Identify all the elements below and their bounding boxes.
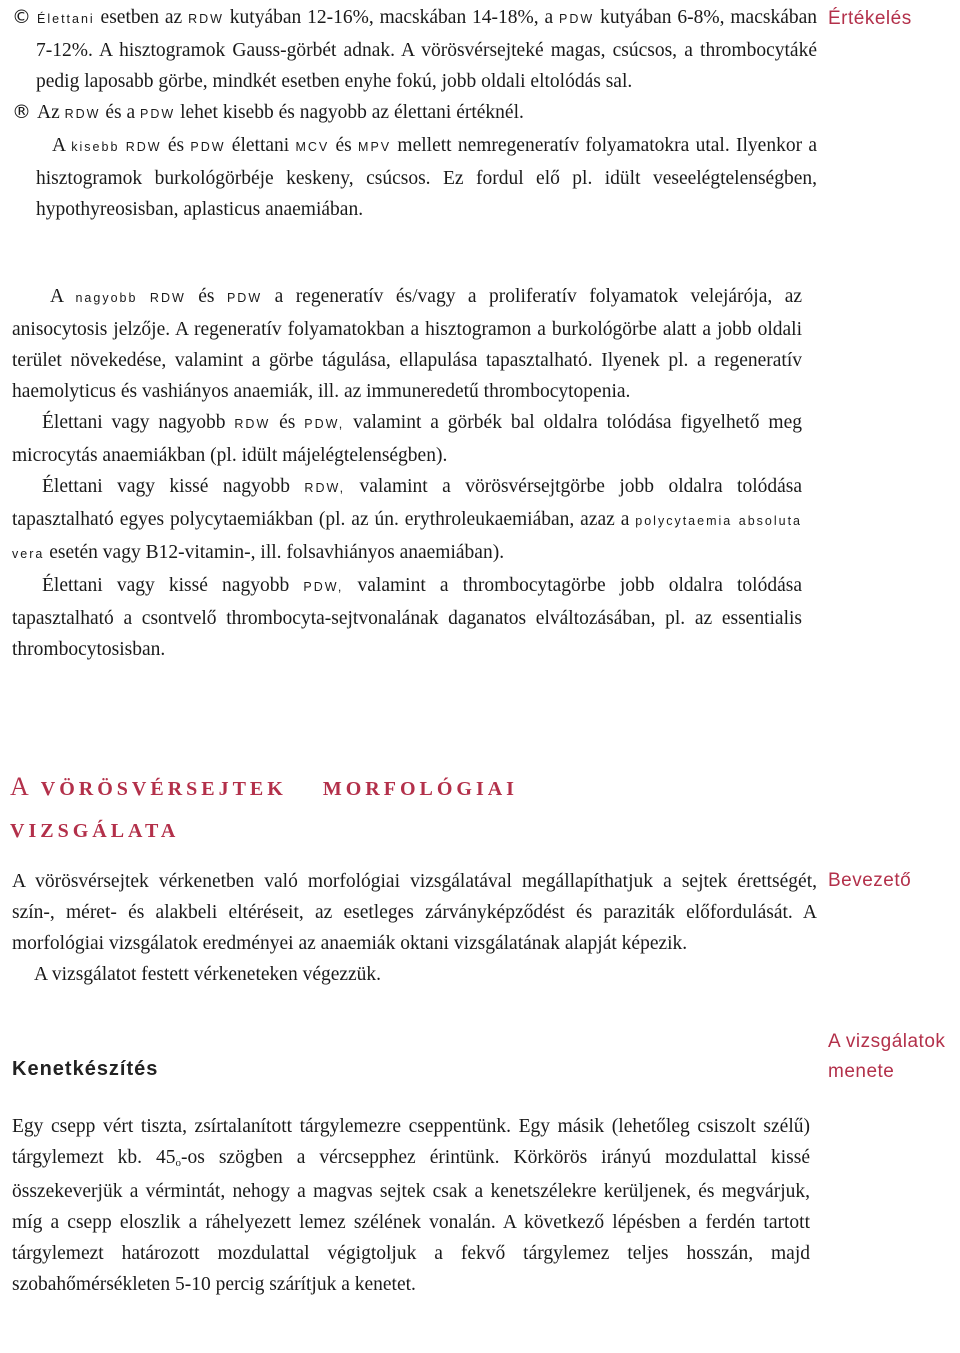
evaluation-section-continued <box>12 281 802 665</box>
registered-symbol: ® <box>12 101 31 123</box>
paragraph-microcytic: Élettani vagy nagyobb RDW és PDW, valamint a görbék bal oldalra tolódása figyelhető meg microcytás anaemiákban (pl. idült májelégtelenségben). <box>12 412 802 466</box>
margin-label-introduction: Bevezető <box>828 870 912 891</box>
paragraph-deviation: ® Az RDW és a PDW lehet kisebb és nagyobb az élettani értéknél. <box>12 101 524 123</box>
paragraph-normal-values: © Élettani esetben az RDW kutyában 12-16%, macskában 14-18%, a PDW kutyában 6-8%, macskában 7-12%. A hisztogramok Gauss-görbét adnak. A vörösvérsejteké magas, csúcsos, a thrombocytáké pedig laposabb görbe, mindkét esetben enyhe fokú, jobb oldali eltolódás sal. <box>12 6 818 92</box>
evaluation-section <box>12 2 817 225</box>
procedure-section <box>12 1111 810 1300</box>
margin-label-procedure: A vizsgálatok menete <box>828 1031 946 1082</box>
margin-label-evaluation: Értékelés <box>828 8 912 29</box>
subheading-smear-preparation: Kenetkészítés <box>12 1058 159 1080</box>
section-heading: A VÖRÖSVÉRSEJTEK MORFOLÓGIAI VIZSGÁLATA <box>10 772 518 842</box>
introduction-section <box>12 866 817 990</box>
degree-mark: o <box>175 1157 182 1169</box>
paragraph-polycythaemia: Élettani vagy kissé nagyobb RDW, valamint a vörösvérsejtgörbe jobb oldalra tolódása tapasztalható egyes polycytaemiákban (pl. az ún. erythroleukaemiában, azaz a polycytaemia absoluta vera esetén vagy B12-vitamin-, ill. folsavhiányos anaemiában). <box>12 476 803 563</box>
paragraph-smaller-rdw: A kisebb RDW és PDW élettani MCV és MPV mellett nemregeneratív folyamatokra utal. Ilyenkor a hisztogramok burkológörbéje keskeny, csúcsos. Ez fordul elő pl. idült veseelégtelenségben, hypothyreosisban, aplasticus anaemiában. <box>36 135 817 220</box>
paragraph-stained-smears: A vizsgálatot festett vérkeneteken végezzük. <box>34 964 382 985</box>
paragraph-larger-rdw: A nagyobb RDW és PDW a regeneratív és/vagy a proliferatív folyamatok velejárója, az anisocytosis jelzője. A regeneratív folyamatokban a hisztogramon a burkológörbe alatt a jobb oldali terület növekedése, valamint a görbe tágulása, ellapulása tapasztalható. Ilyenek pl. a regeneratív haemolyticus és vashiányos anaemiák, ill. az immuneredetű thrombocytopenia. <box>12 286 803 402</box>
paragraph-smear-procedure: Egy csepp vért tiszta, zsírtalanított tárgylemezre cseppentünk. Egy másik (lehetőleg csiszolt szélű) tárgylemezt kb. $45_o-os$ szögben a vércsepphez érintünk. Körkörös irányú mozdulattal kissé összekeverjük a vérmintát, nehogy a magvas sejtek csak a kenetszélekre kerüljenek, és megvárjuk, míg a csepp eloszlik a ráhelyezett lemez szélének vonalán. A következő lépésben a ferdén tartott tárgylemezt határozott mozdulattal végigtoljuk a fekvő tárgylemez teljes hosszán, majd szobahőmérsékleten 5-10 percig szárítjuk a kenetet. <box>12 1116 810 1295</box>
copyright-symbol: © <box>12 6 31 28</box>
paragraph-thrombocytosis: Élettani vagy kissé nagyobb PDW, valamint a thrombocytagörbe jobb oldalra tolódása tapasztalható a csontvelő thrombocyta-sejtvonalának daganatos elváltozásában, pl. az essentialis thrombocytosisban. <box>12 575 802 660</box>
paragraph-introduction: A vörösvérsejtek vérkenetben való morfológiai vizsgálatával megállapíthatjuk a sejtek érettségét, szín-, méret- és alakbeli eltéréseit, az esetleges zárványképződést és paraziták előfordulását. A morfológiai vizsgálatok eredményei az anaemiák oktani vizsgálatának alapját képezik. <box>12 871 817 954</box>
